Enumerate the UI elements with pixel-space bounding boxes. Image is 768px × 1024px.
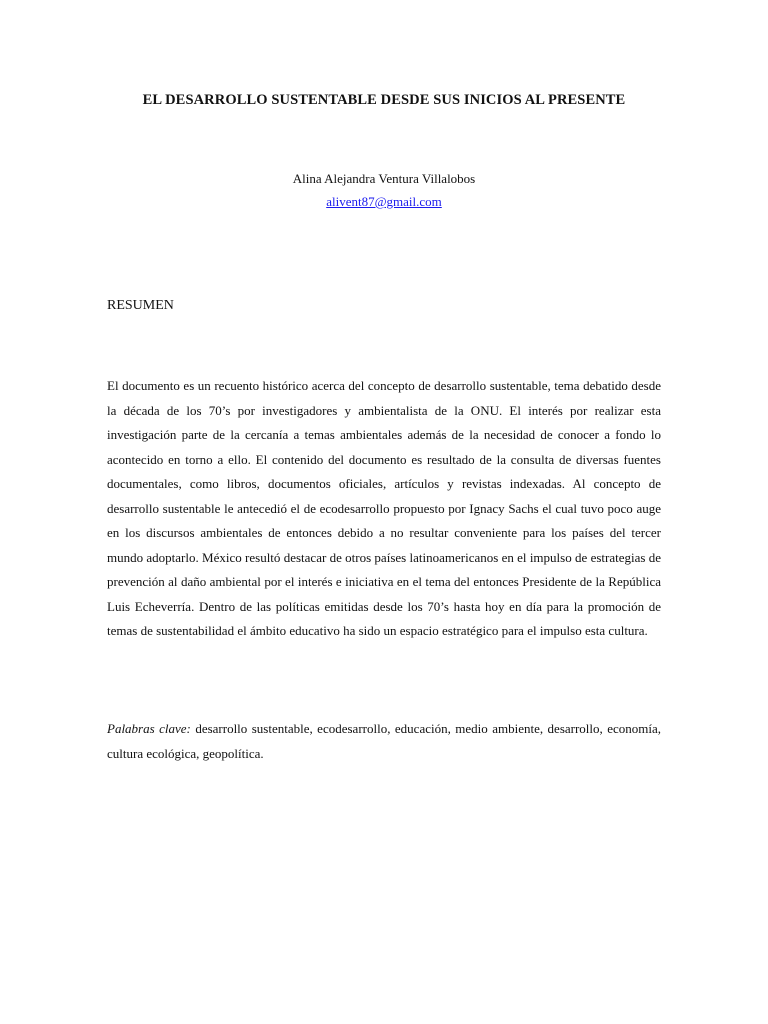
keywords-text: desarrollo sustentable, ecodesarrollo, educación, medio ambiente, desarrollo, economía, cultura ecológica, geopolítica. — [107, 721, 662, 761]
author-email-line — [0, 194, 768, 210]
keywords-paragraph — [107, 717, 661, 766]
abstract-paragraph: El documento es un recuento histórico acerca del concepto de desarrollo sustentable, tema debatido desde la década de los 70’s por investigadores y ambientalista de la ONU. El interés por realizar esta investigación parte de la cercanía a temas ambientales además de la necesidad de conocer a fondo lo acontecido en torno a ello. El contenido del documento es resultado de la consulta de diversas fuentes documentales, como libros, documentos oficiales, artículos y revistas indexadas. Al concepto de desarrollo sustentable le antecedió el de ecodesarrollo propuesto por Ignacy Sachs el cual tuvo poco auge en los discursos ambientales de entonces debido a no resultar conveniente para los países del tercer mundo adoptarlo. México resultó destacar de otros países latinoamericanos en el impulso de estrategias de prevención al daño ambiental por el interés e iniciativa en el tema del entonces Presidente de la República Luis Echeverría. Dentro de las políticas emitidas desde los 70’s hasta hoy en día para la promoción de temas de sustentabilidad el ámbito educativo ha sido un espacio estratégico para el impulso esta cultura. — [107, 378, 661, 638]
section-heading-resumen: RESUMEN — [107, 298, 174, 313]
keywords-label: Palabras clave: — [107, 721, 191, 736]
author-name: Alina Alejandra Ventura Villalobos — [292, 171, 476, 186]
author-email-link[interactable]: alivent87@gmail.com — [326, 194, 442, 209]
paper-title: EL DESARROLLO SUSTENTABLE DESDE SUS INICIOS AL PRESENTE — [142, 92, 626, 108]
